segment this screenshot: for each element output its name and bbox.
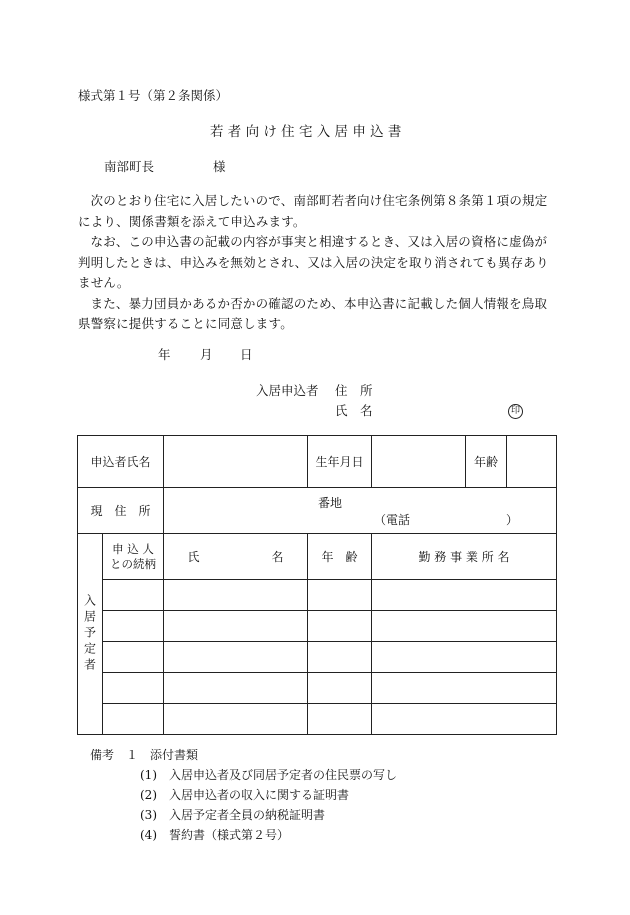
- addressee-name: 南部町長: [104, 159, 155, 174]
- note-item: (4) 誓約書（様式第２号）: [140, 828, 289, 842]
- relation-cell[interactable]: [103, 673, 164, 704]
- name-cell[interactable]: [164, 611, 308, 642]
- date-month: 月: [200, 347, 213, 362]
- workplace-cell[interactable]: [372, 704, 557, 735]
- name-cell[interactable]: [164, 673, 308, 704]
- relation-cell[interactable]: [103, 611, 164, 642]
- birth-date-header: 生年月日: [308, 436, 372, 488]
- application-table: [77, 435, 557, 735]
- table-row: [78, 580, 557, 611]
- workplace-cell[interactable]: [372, 642, 557, 673]
- date-day: 日: [240, 347, 253, 362]
- resident-name-header: 氏 名: [164, 534, 308, 580]
- workplace-header: 勤 務 事 業 所 名: [372, 534, 557, 580]
- form-number: 様式第１号（第２条関係）: [78, 88, 229, 103]
- applicant-name-label: 氏 名: [335, 403, 373, 418]
- table-row: [78, 673, 557, 704]
- age-header: 年齢: [466, 436, 507, 488]
- body-text: [78, 191, 558, 335]
- workplace-cell[interactable]: [372, 580, 557, 611]
- age-cell[interactable]: [308, 580, 372, 611]
- notes: [90, 745, 397, 845]
- resident-age-header: 年 齢: [308, 534, 372, 580]
- name-cell[interactable]: [164, 704, 308, 735]
- seal-mark: 印: [508, 404, 523, 419]
- table-row: [78, 704, 557, 735]
- workplace-cell[interactable]: [372, 611, 557, 642]
- applicant-name-cell[interactable]: [164, 436, 308, 488]
- age-cell[interactable]: [308, 611, 372, 642]
- page-title: 若 者 向 け 住 宅 入 居 申 込 書: [210, 124, 402, 140]
- note-item: (3) 入居予定者全員の納税証明書: [140, 808, 325, 822]
- banchi-label: 番地: [318, 495, 343, 510]
- relation-cell[interactable]: [103, 704, 164, 735]
- paragraph-1: 次のとおり住宅に入居したいので、南部町若者向け住宅条例第８条第１項の規定により、関係書類を添えて申込みます。: [78, 193, 548, 229]
- table-row: [78, 611, 557, 642]
- age-cell[interactable]: [308, 673, 372, 704]
- birth-date-cell[interactable]: [372, 436, 466, 488]
- relation-cell[interactable]: [103, 580, 164, 611]
- applicant-label: 入居申込者: [256, 383, 319, 398]
- note-item: (1) 入居申込者及び同居予定者の住民票の写し: [140, 768, 397, 782]
- relation-cell[interactable]: [103, 642, 164, 673]
- current-address-cell[interactable]: [164, 488, 557, 534]
- paragraph-3: また、暴力団員かあるか否かの確認のため、本申込書に記載した個人情報を鳥取県警察に提供することに同意します。: [78, 295, 548, 331]
- applicant-address-label: 住 所: [335, 383, 373, 398]
- age-cell[interactable]: [308, 704, 372, 735]
- relation-header: 申 込 人との続柄: [103, 534, 164, 580]
- workplace-cell[interactable]: [372, 673, 557, 704]
- age-cell[interactable]: [308, 642, 372, 673]
- note-item: (2) 入居申込者の収入に関する証明書: [140, 788, 349, 802]
- addressee-honorific: 様: [213, 159, 226, 174]
- name-cell[interactable]: [164, 580, 308, 611]
- residents-label-cell: [78, 534, 103, 735]
- paragraph-2: なお、この申込書の記載の内容が事実と相違するとき、又は入居の資格に虚偽が判明したときは、申込みを無効とされ、又は入居の決定を取り消されても異存ありません。: [78, 234, 549, 290]
- seal-icon: [508, 401, 523, 419]
- current-address-header: 現 住 所: [78, 488, 164, 534]
- phone-label: （電話 ）: [374, 512, 519, 527]
- date-year: 年: [158, 347, 171, 362]
- notes-label: 備考 １ 添付書類: [90, 748, 199, 762]
- applicant-name-header: 申込者氏名: [78, 436, 164, 488]
- residents-label: 入居予定者: [82, 594, 97, 674]
- name-cell[interactable]: [164, 642, 308, 673]
- table-row: [78, 642, 557, 673]
- age-cell[interactable]: [507, 436, 557, 488]
